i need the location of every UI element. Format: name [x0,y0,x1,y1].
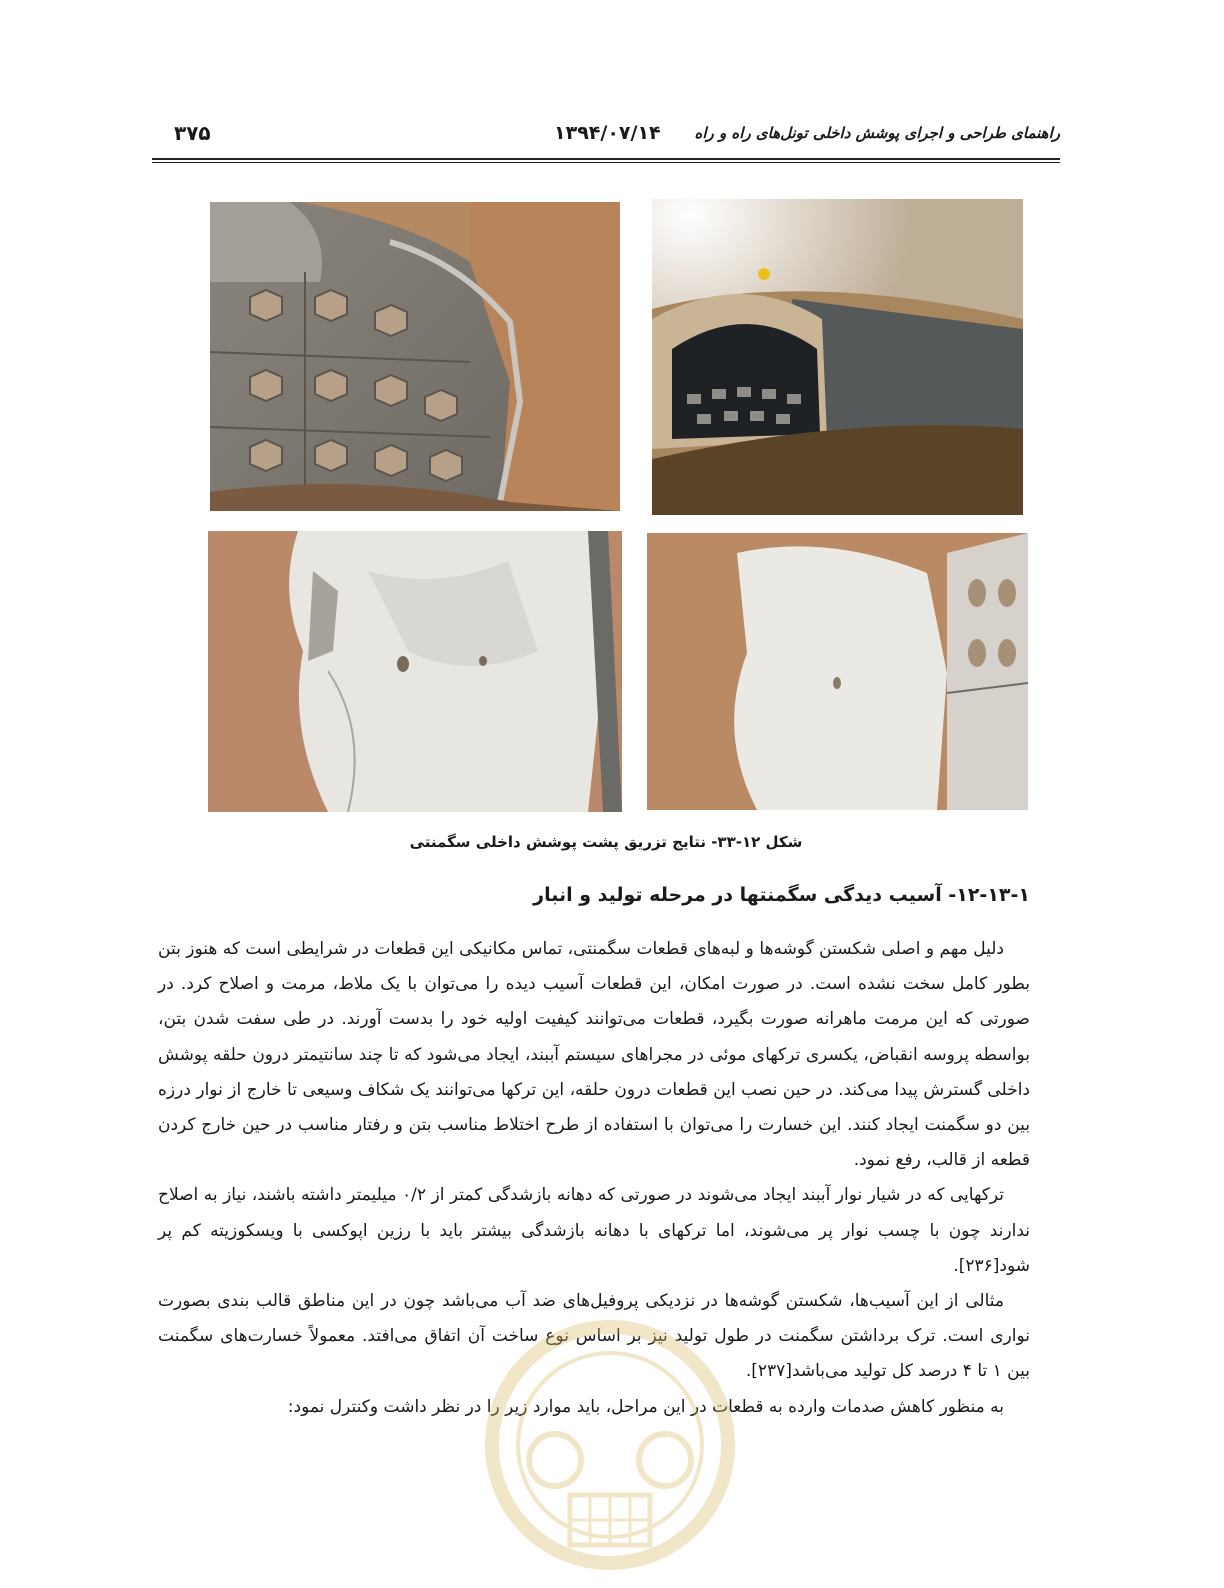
paragraph: به منظور کاهش صدمات وارده به قطعات در این مراحل، باید موارد زیر را در نظر داشت وکنترل نمود: [287,1396,1004,1417]
paragraph: مثالی از این آسیب‌ها، شکستن گوشه‌ها در نزدیکی پروفیل‌های ضد آب می‌باشد چون در این مناطق قالب بندی بصورت نواری است. ترک برداشتن سگمنت در طول تولید نیز بر اساس نوع ساخت آن اتفاق می‌افتد. معمولاً خسارت‌های سگمنت بین ۱ تا ۴ درصد کل تولید می‌باشد[۲۳۷]. [158,1291,1030,1382]
page-number: ۳۷۵ [174,121,211,145]
header-date: ۱۳۹۴/۰۷/۱۴ [554,122,661,144]
header-rule-thin [152,162,1060,163]
paragraph: دلیل مهم و اصلی شکستن گوشه‌ها و لبه‌های قطعات سگمنتی، تماس مکانیکی این قطعات در شرایطی است که هنوز بتن بطور کامل سخت نشده است. در صورت امکان، این قطعات آسیب دیده را می‌توان با یک ملاط، مرمت و اصلاح کرد. در صورتی که این مرمت ماهرانه صورت بگیرد، قطعات می‌توانند کیفیت اولیه خود را بدست آورند. در طی سفت شدن بتن، بواسطه پروسه انقباض، یکسری ترکهای موئی در مجراهای سیستم آببند، ایجاد می‌شود که تا چند سانتیمتر درون حلقه پوشش داخلی گسترش پیدا می‌کند. در حین نصب این قطعات درون حلقه، این ترکها می‌توانند یک شکاف وسیعی تا خارج از نوار درزه بین دو سگمنت ایجاد کنند. این خسارت را می‌توان با استفاده از طرح اختلاط مناسب بتن و رفتار مناسب در حین خارج کردن قطعه از قالب، رفع نمود. [158,939,1030,1171]
page-header [152,118,1060,164]
paragraph: ترکهایی که در شیار نوار آببند ایجاد می‌شوند در صورتی که دهانه بازشدگی کمتر از ۰/۲ میلیمتر داشته باشند، نیاز به اصلاح ندارند چون با چسب نوار پر می‌شوند، اما ترکهای با دهانه بازشدگی بیشتر باید با رزین اپوکسی با ویسکوزیته کم پر شود[۲۳۶]. [158,1185,1030,1276]
section-heading: ۱۲-۱۳-۱- آسیب دیدگی سگمنتها در مرحله تولید و انبار [533,884,1030,906]
photo-grouted-surface-left [208,531,622,812]
running-title: راهنمای طراحی و اجرای پوشش داخلی تونل‌های راه و راه [694,124,1060,142]
header-rule [152,158,1060,160]
publisher-seal-watermark [480,1285,740,1584]
photo-grouted-surface-right [647,533,1028,810]
figure-caption: شکل ۱۲-۳۳- نتایج تزریق پشت پوشش داخلی سگمنتی [409,833,803,851]
photo-segment-lining-pockets [210,202,620,511]
photo-tunnel-arch-excavation [652,199,1023,515]
